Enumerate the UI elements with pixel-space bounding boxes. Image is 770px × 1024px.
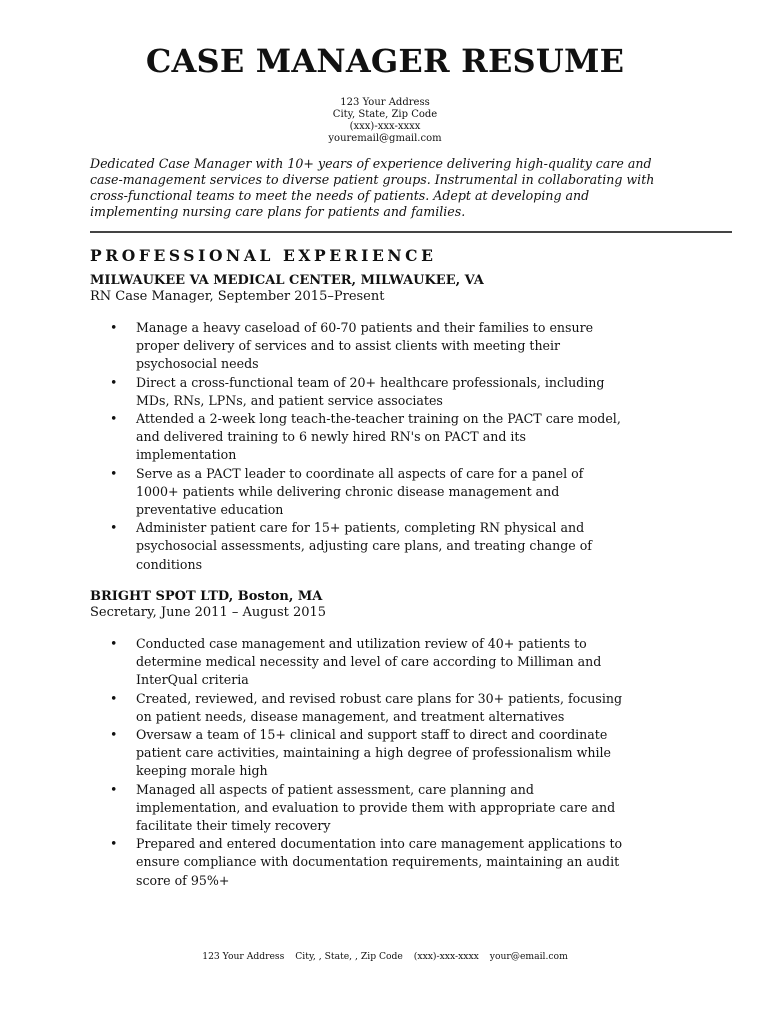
bullet-glyph: •: [110, 690, 118, 706]
footer-city-state-zip: City, , State, , Zip Code: [295, 951, 403, 962]
job-bullet: [90, 635, 626, 690]
job-entry: [90, 273, 650, 574]
job-bullet: [90, 726, 626, 781]
footer-phone: (xxx)-xxx-xxxx: [413, 951, 479, 962]
job-bullet: [90, 374, 626, 410]
footer-email: your@email.com: [489, 951, 568, 962]
job-employer: BRIGHT SPOT LTD, Boston, MA: [90, 589, 323, 604]
bullet-glyph: •: [110, 636, 118, 651]
resume-title: CASE MANAGER RESUME: [145, 42, 625, 80]
bullet-glyph: •: [110, 781, 118, 797]
job-bullet-text: Attended a 2-week long teach-the-teacher training on the PACT care model, and delivered training to 6 newly hired RN's on PACT and its implementation: [136, 411, 621, 463]
job-bullet-list: [90, 319, 650, 574]
job-bullet-text: Managed all aspects of patient assessment, care planning and implementation, and evaluation to provide them with appropriate care and facilitate their timely recovery: [136, 781, 616, 834]
bullet-glyph: •: [110, 520, 118, 536]
footer-address: 123 Your Address: [202, 951, 285, 962]
job-bullet-text: Serve as a PACT leader to coordinate all aspects of care for a panel of 1000+ patients while delivering chronic disease management and preventative education: [136, 465, 584, 518]
bullet-glyph: •: [110, 411, 118, 427]
contact-email: youremail@gmail.com: [328, 133, 442, 144]
page-footer: [0, 951, 770, 962]
job-bullet-list: [90, 635, 650, 890]
job-bullet-text: Direct a cross-functional team of 20+ healthcare professionals, including MDs, RNs, LPNs, and patient service associates: [136, 374, 605, 408]
job-role: Secretary, June 2011 – August 2015: [90, 605, 327, 620]
job-bullet-text: Administer patient care for 15+ patients, completing RN physical and psychosocial assessments, adjusting care plans, and treating change of conditions: [136, 520, 592, 572]
bullet-glyph: •: [110, 374, 118, 390]
professional-summary: Dedicated Case Manager with 10+ years of experience delivering high-quality care and case-management services to diverse patient groups. Instrumental in collaborating with cross-functional teams to meet the needs of patients. Adept at developing and implementing nursing care plans for patients and families.: [90, 156, 655, 219]
contact-address: 123 Your Address: [340, 97, 430, 108]
contact-phone: (xxx)-xxx-xxxx: [349, 121, 421, 132]
job-bullet: [90, 410, 626, 465]
job-bullet: [90, 519, 626, 574]
bullet-glyph: •: [110, 320, 118, 335]
job-bullet: [90, 781, 626, 836]
job-bullet-text: Created, reviewed, and revised robust care plans for 30+ patients, focusing on patient needs, disease management, and treatment alternatives: [136, 690, 623, 724]
job-bullet-text: Prepared and entered documentation into care management applications to ensure compliance with documentation requirements, maintaining an audit score of 95%+: [136, 836, 623, 888]
job-bullet-text: Oversaw a team of 15+ clinical and support staff to direct and coordinate patient care activities, maintaining a high degree of professionalism while keeping morale high: [136, 727, 612, 779]
job-bullet: [90, 465, 626, 520]
contact-city-state-zip: City, State, Zip Code: [332, 109, 438, 120]
section-divider: [90, 231, 732, 233]
job-bullet: [90, 835, 626, 890]
bullet-glyph: •: [110, 465, 118, 481]
contact-block: [0, 97, 770, 145]
job-bullet-text: Manage a heavy caseload of 60-70 patients and their families to ensure proper delivery of services and to assist clients with meeting their psychosocial needs: [136, 320, 594, 372]
bullet-glyph: •: [110, 727, 118, 743]
bullet-glyph: •: [110, 836, 118, 852]
job-employer: MILWAUKEE VA MEDICAL CENTER, MILWAUKEE, VA: [90, 273, 484, 288]
job-entry: [90, 589, 650, 890]
job-bullet: [90, 319, 626, 374]
section-heading-experience: PROFESSIONAL EXPERIENCE: [90, 246, 437, 265]
job-bullet-text: Conducted case management and utilization review of 40+ patients to determine medical necessity and level of care according to Milliman and InterQual criteria: [136, 636, 602, 688]
job-role: RN Case Manager, September 2015–Present: [90, 289, 385, 304]
job-bullet: [90, 690, 626, 726]
